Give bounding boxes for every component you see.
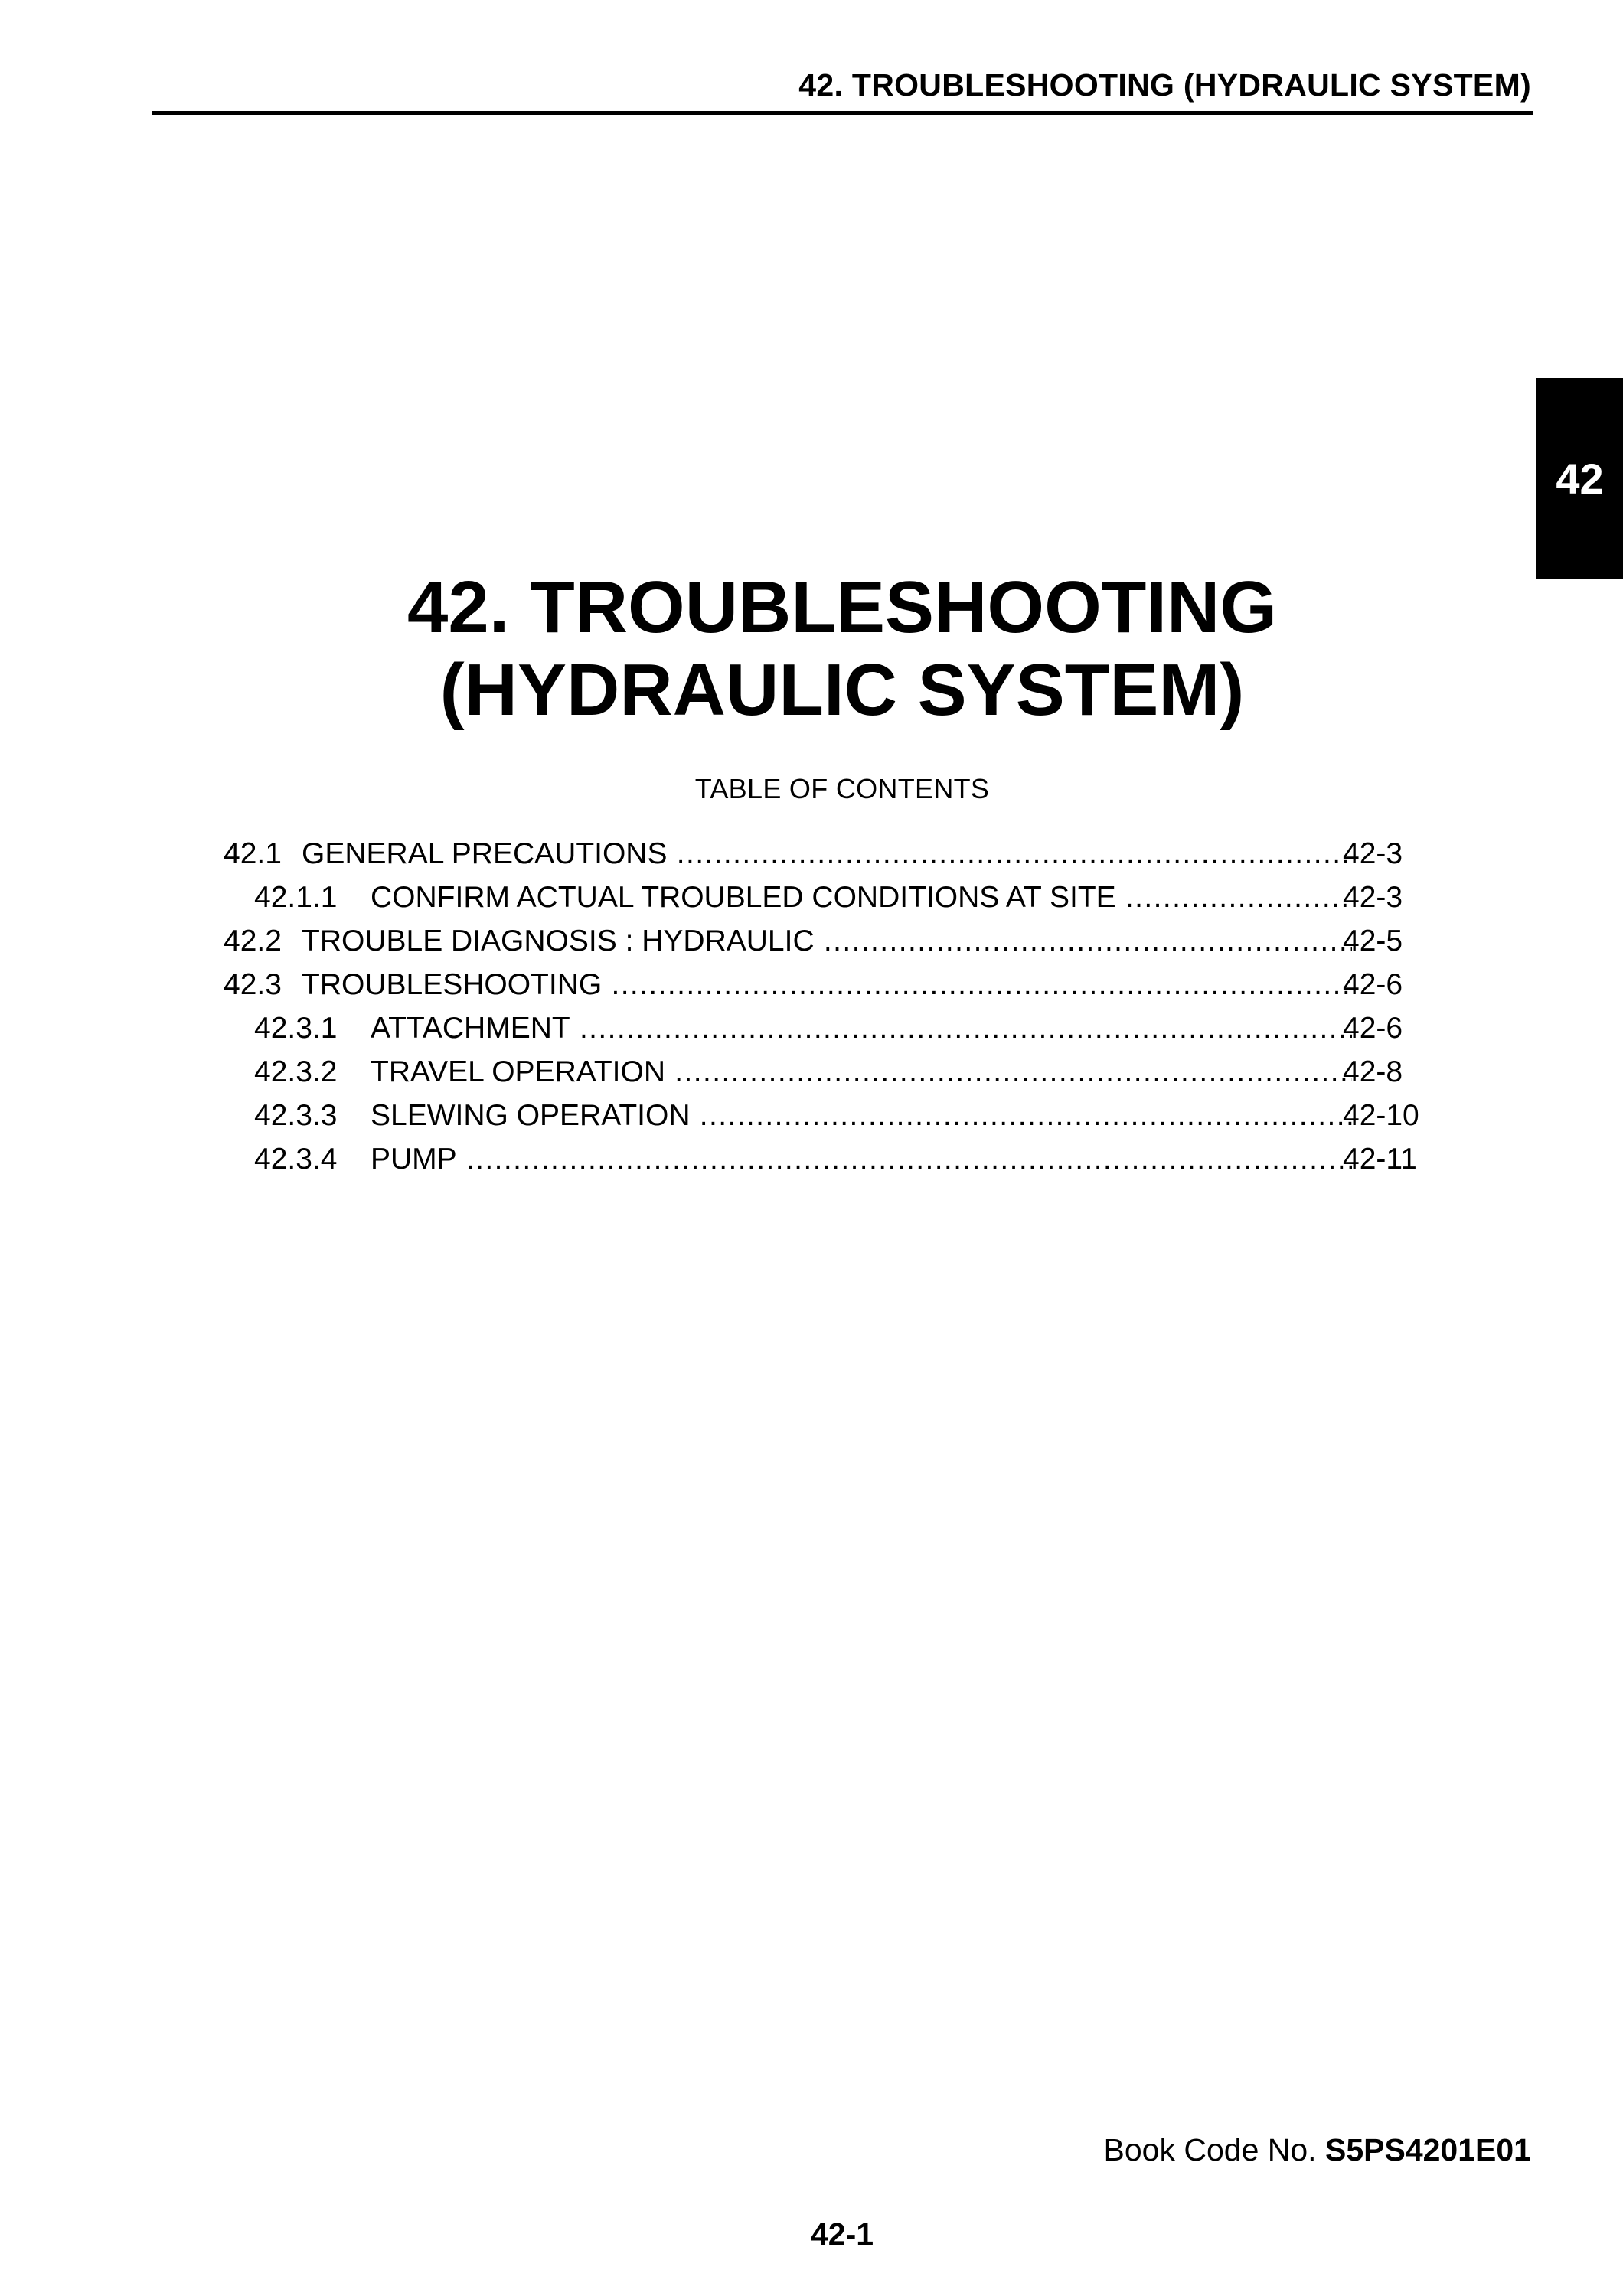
toc-entry[interactable]: [224, 1050, 1448, 1094]
chapter-title: [0, 566, 1623, 732]
toc-entry-page: 42-10: [1343, 1099, 1419, 1132]
toc-entry-page: 42-11: [1343, 1143, 1417, 1176]
toc-entry-number: 42.1.1: [254, 881, 338, 914]
toc-entry-page: 42-3: [1343, 881, 1403, 914]
toc-entry-title: CONFIRM ACTUAL TROUBLED CONDITIONS AT SITE .....: [371, 876, 1352, 919]
toc-entry[interactable]: [224, 919, 1448, 963]
toc-entry[interactable]: [224, 963, 1448, 1006]
toc-entry-title: TRAVEL OPERATION .....: [371, 1050, 1352, 1094]
chapter-title-line-1: 42. TROUBLESHOOTING: [407, 566, 1278, 648]
toc-entry-page: 42-3: [1343, 837, 1403, 870]
toc-entry[interactable]: [224, 1137, 1448, 1181]
toc-entry-title: TROUBLESHOOTING .....: [302, 963, 1352, 1006]
toc-heading: TABLE OF CONTENTS: [694, 773, 990, 804]
toc-entry[interactable]: [224, 832, 1448, 876]
toc-entry-title: GENERAL PRECAUTIONS .....: [302, 832, 1352, 876]
toc-entry-number: 42.1: [224, 837, 282, 870]
header-rule: [152, 111, 1533, 115]
toc-entry-title: ATTACHMENT .....: [371, 1006, 1352, 1050]
toc-entry-number: 42.3: [224, 968, 282, 1001]
running-header: 42. TROUBLESHOOTING (HYDRAULIC SYSTEM): [798, 67, 1531, 103]
toc-entry-page: 42-6: [1343, 968, 1403, 1001]
toc-entry-title: TROUBLE DIAGNOSIS : HYDRAULIC .....: [302, 919, 1352, 963]
book-code: [1104, 2132, 1531, 2168]
toc-entry[interactable]: [224, 876, 1448, 919]
toc-entry-page: 42-6: [1343, 1012, 1403, 1045]
book-code-value: S5PS4201E01: [1324, 2132, 1531, 2167]
table-of-contents: [224, 832, 1448, 1181]
toc-entry[interactable]: [224, 1006, 1448, 1050]
chapter-tab: [1536, 378, 1623, 579]
toc-entry[interactable]: [224, 1094, 1448, 1137]
toc-entry-number: 42.3.2: [254, 1055, 338, 1088]
toc-entry-page: 42-8: [1343, 1055, 1403, 1088]
toc-entry-number: 42.3.1: [254, 1012, 338, 1045]
toc-entry-number: 42.2: [224, 925, 282, 957]
toc-entry-number: 42.3.3: [254, 1099, 338, 1132]
book-code-label: Book Code No.: [1103, 2132, 1317, 2167]
toc-entry-number: 42.3.4: [254, 1143, 338, 1176]
page-number: 42-1: [810, 2216, 874, 2252]
chapter-title-line-2: (HYDRAULIC SYSTEM): [439, 649, 1245, 731]
toc-entry-title: SLEWING OPERATION .....: [371, 1094, 1352, 1137]
chapter-tab-label: 42: [1556, 454, 1604, 503]
toc-entry-title: PUMP .....: [371, 1137, 1352, 1181]
toc-entry-page: 42-5: [1343, 925, 1403, 957]
